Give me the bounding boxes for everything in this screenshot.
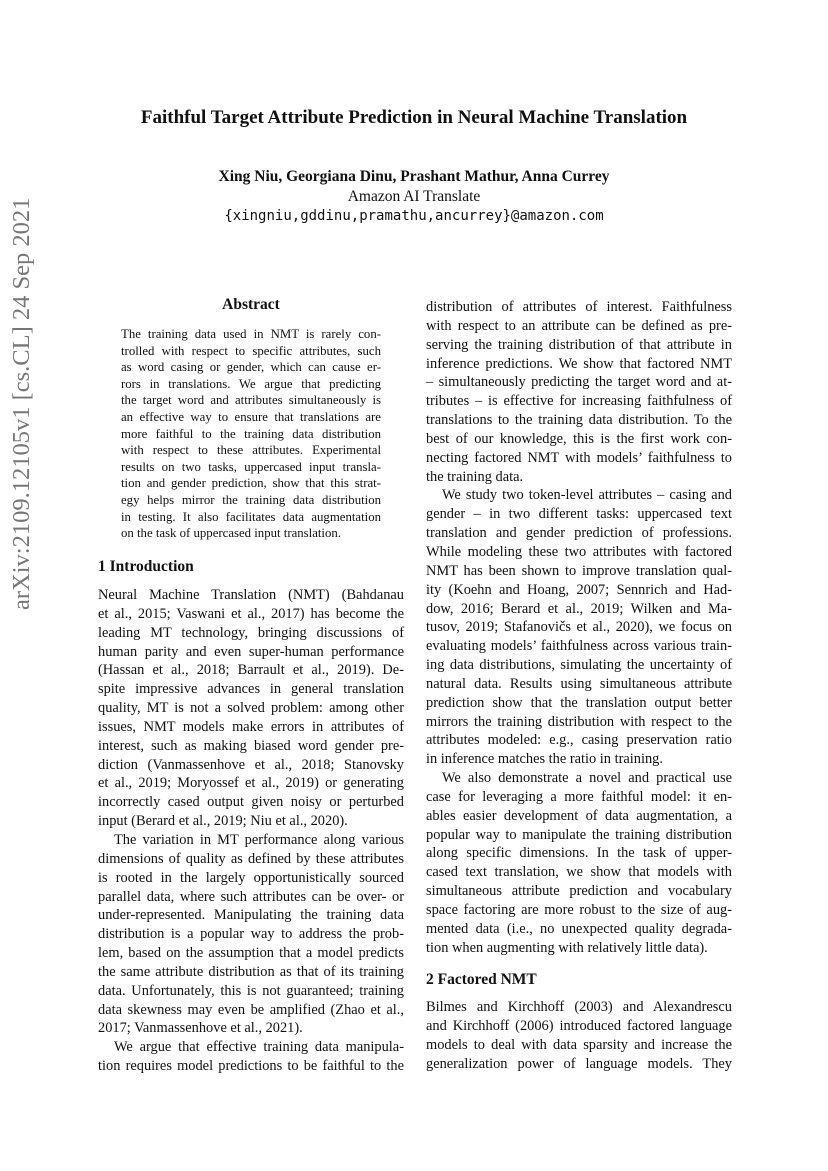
body-line: under-represented. Manipulating the training data (98, 907, 404, 924)
body-line: The variation in MT performance along various (114, 831, 404, 848)
abstract-body (121, 326, 381, 542)
section-heading-factored-nmt: 2 Factored NMT (426, 971, 537, 988)
body-line: translation and gender prediction of professions. (426, 525, 732, 542)
body-line: generalization power of language models. They (426, 1055, 732, 1072)
body-line: input (Berard et al., 2019; Niu et al., 2020). (98, 813, 348, 830)
body-line: distribution of attributes of interest. Faithfulness (426, 299, 732, 315)
body-line: lem, based on the assumption that a model predicts (98, 945, 404, 962)
affiliation: Amazon AI Translate (347, 188, 481, 205)
body-line: attributes modeled: e.g., casing preservation ratio (426, 732, 732, 749)
left-column-body (98, 586, 404, 1076)
body-line: data skewness may even be amplified (Zhao et al., (98, 1001, 404, 1018)
body-line: inference predictions. We show that factored NMT (426, 355, 732, 372)
body-line: et al., 2019; Moryossef et al., 2019) or generating (98, 775, 404, 792)
body-line: dow, 2016; Berard et al., 2019; Wilken and Ma- (426, 600, 732, 617)
paper-title: Faithful Target Attribute Prediction in Neural Machine Translation (140, 107, 688, 128)
body-line: spite impressive advances in general translation (98, 681, 404, 698)
body-line: ity (Koehn and Hoang, 2007; Sennrich and Had- (426, 581, 732, 598)
abstract-line: rors in translations. We argue that predicting (121, 376, 381, 391)
body-line: human parity and even super-human performance (98, 643, 404, 660)
abstract-heading: Abstract (222, 296, 280, 313)
body-line: interest, such as making biased word gender pre- (98, 737, 404, 754)
abstract-line: tion and gender prediction, show that this strat- (121, 476, 381, 491)
body-line: and Kirchhoff (2006) introduced factored language (426, 1017, 732, 1034)
section-heading-introduction: 1 Introduction (98, 558, 194, 575)
body-line: – simultaneously predicting the target word and at- (426, 374, 732, 391)
body-line: parallel data, where such attributes can be over- or (98, 888, 404, 905)
body-line: cased text translation, we show that models with (426, 864, 732, 881)
body-line: with respect to an attribute can be defined as pre- (426, 317, 732, 334)
body-line: 2017; Vanmassenhove et al., 2021). (98, 1020, 303, 1037)
body-line: prediction show that the translation output better (426, 694, 732, 711)
body-line: leading MT technology, bringing discussions of (98, 624, 404, 641)
body-line: evaluating models’ faithfulness across various train- (426, 638, 732, 655)
body-line: ing data distributions, simulating the uncertainty of (426, 657, 732, 674)
abstract-line: trolled with respect to specific attributes, such (121, 343, 381, 358)
body-line: along specific dimensions. In the task of upper- (426, 845, 732, 862)
body-line: serving the training distribution of that attribute in (426, 336, 732, 353)
body-line: natural data. Results using simultaneous attribute (426, 675, 732, 692)
abstract-line: the target word and attributes simultaneously is (121, 393, 381, 408)
abstract-line: The training data used in NMT is rarely con- (121, 327, 381, 341)
body-line: the training data. (426, 468, 524, 485)
body-line: necting factored NMT with models’ faithfulness to (426, 449, 732, 466)
abstract-line: on the task of uppercased input translation. (121, 526, 341, 541)
body-line: et al., 2015; Vaswani et al., 2017) has become the (98, 605, 404, 622)
abstract-line: results on two tasks, uppercased input transla- (121, 459, 381, 474)
body-line: diction (Vanmassenhove et al., 2018; Stanovsky (98, 756, 404, 773)
arxiv-identifier: arXiv:2109.12105v1 [cs.CL] 24 Sep 2021 (8, 197, 35, 610)
abstract-line: as word casing or gender, which can cause er- (121, 360, 381, 375)
body-line: popular way to manipulate the training distribution (426, 826, 732, 843)
body-line: is rooted in the largely opportunistically sourced (98, 869, 404, 886)
author-list: Xing Niu, Georgiana Dinu, Prashant Mathur, Anna Currey (218, 168, 610, 185)
body-line: distribution is a popular way to address the prob- (98, 926, 404, 943)
body-line: We also demonstrate a novel and practical use (442, 770, 732, 787)
body-line: gender – in two different tasks: uppercased text (426, 506, 732, 523)
body-line: Neural Machine Translation (NMT) (Bahdanau (98, 587, 404, 603)
body-line: (Hassan et al., 2018; Barrault et al., 2019). De- (98, 662, 404, 679)
body-line: the same attribute distribution as that of its training (98, 963, 404, 980)
body-line: in inference matches the ratio in training. (426, 751, 663, 768)
abstract-line: egy helps mirror the training data distribution (121, 492, 381, 507)
body-line: We study two token-level attributes – casing and (442, 487, 732, 504)
abstract-line: with respect to these attributes. Experimental (121, 443, 381, 458)
body-line: models to deal with data sparsity and increase the (426, 1036, 732, 1053)
email-address[interactable]: {xingniu,gddinu,pramathu,ancurrey}@amazon.com (224, 208, 604, 224)
abstract-line: more faithful to the training data distribution (121, 426, 381, 441)
body-line: best of our knowledge, this is the first work con- (426, 430, 732, 447)
body-line: tusov, 2019; Stafanovičs et al., 2020), we focus on (426, 619, 732, 636)
body-line: space factoring are more robust to the size of aug- (426, 902, 732, 918)
abstract-line: in testing. It also facilitates data augmentation (121, 509, 381, 524)
body-line: mirrors the training distribution with respect to the (426, 713, 732, 730)
body-line: incorrectly cased output given noisy or perturbed (98, 794, 404, 811)
body-line: While modeling these two attributes with factored (426, 543, 732, 560)
body-line: simultaneous attribute prediction and vocabulary (426, 883, 732, 900)
body-line: tion requires model predictions to be faithful to the (98, 1058, 404, 1075)
body-line: tributes – is effective for increasing faithfulness of (426, 393, 732, 410)
body-line: We argue that effective training data manipula- (114, 1039, 404, 1056)
body-line: issues, NMT models make errors in attributes of (98, 718, 404, 735)
body-line: Bilmes and Kirchhoff (2003) and Alexandrescu (426, 999, 732, 1015)
body-line: case for leveraging a more faithful model: it en- (426, 788, 732, 805)
body-line: translations to the training data distribution. To the (426, 412, 732, 429)
body-line: mented data (i.e., no unexpected quality degrada- (426, 920, 732, 937)
body-line: tion when augmenting with relatively little data). (426, 939, 708, 956)
right-column-body (426, 298, 732, 958)
body-line: NMT has been shown to improve translation qual- (426, 562, 732, 579)
body-line: quality, MT is not a solved problem: among other (98, 700, 404, 717)
body-line: dimensions of quality as defined by these attributes (98, 850, 404, 867)
body-line: ables easier development of data augmentation, a (426, 807, 732, 824)
right-column-section2-body (426, 998, 732, 1073)
abstract-line: an effective way to ensure that translations are (121, 409, 381, 424)
body-line: data. Unfortunately, this is not guaranteed; training (98, 982, 404, 999)
